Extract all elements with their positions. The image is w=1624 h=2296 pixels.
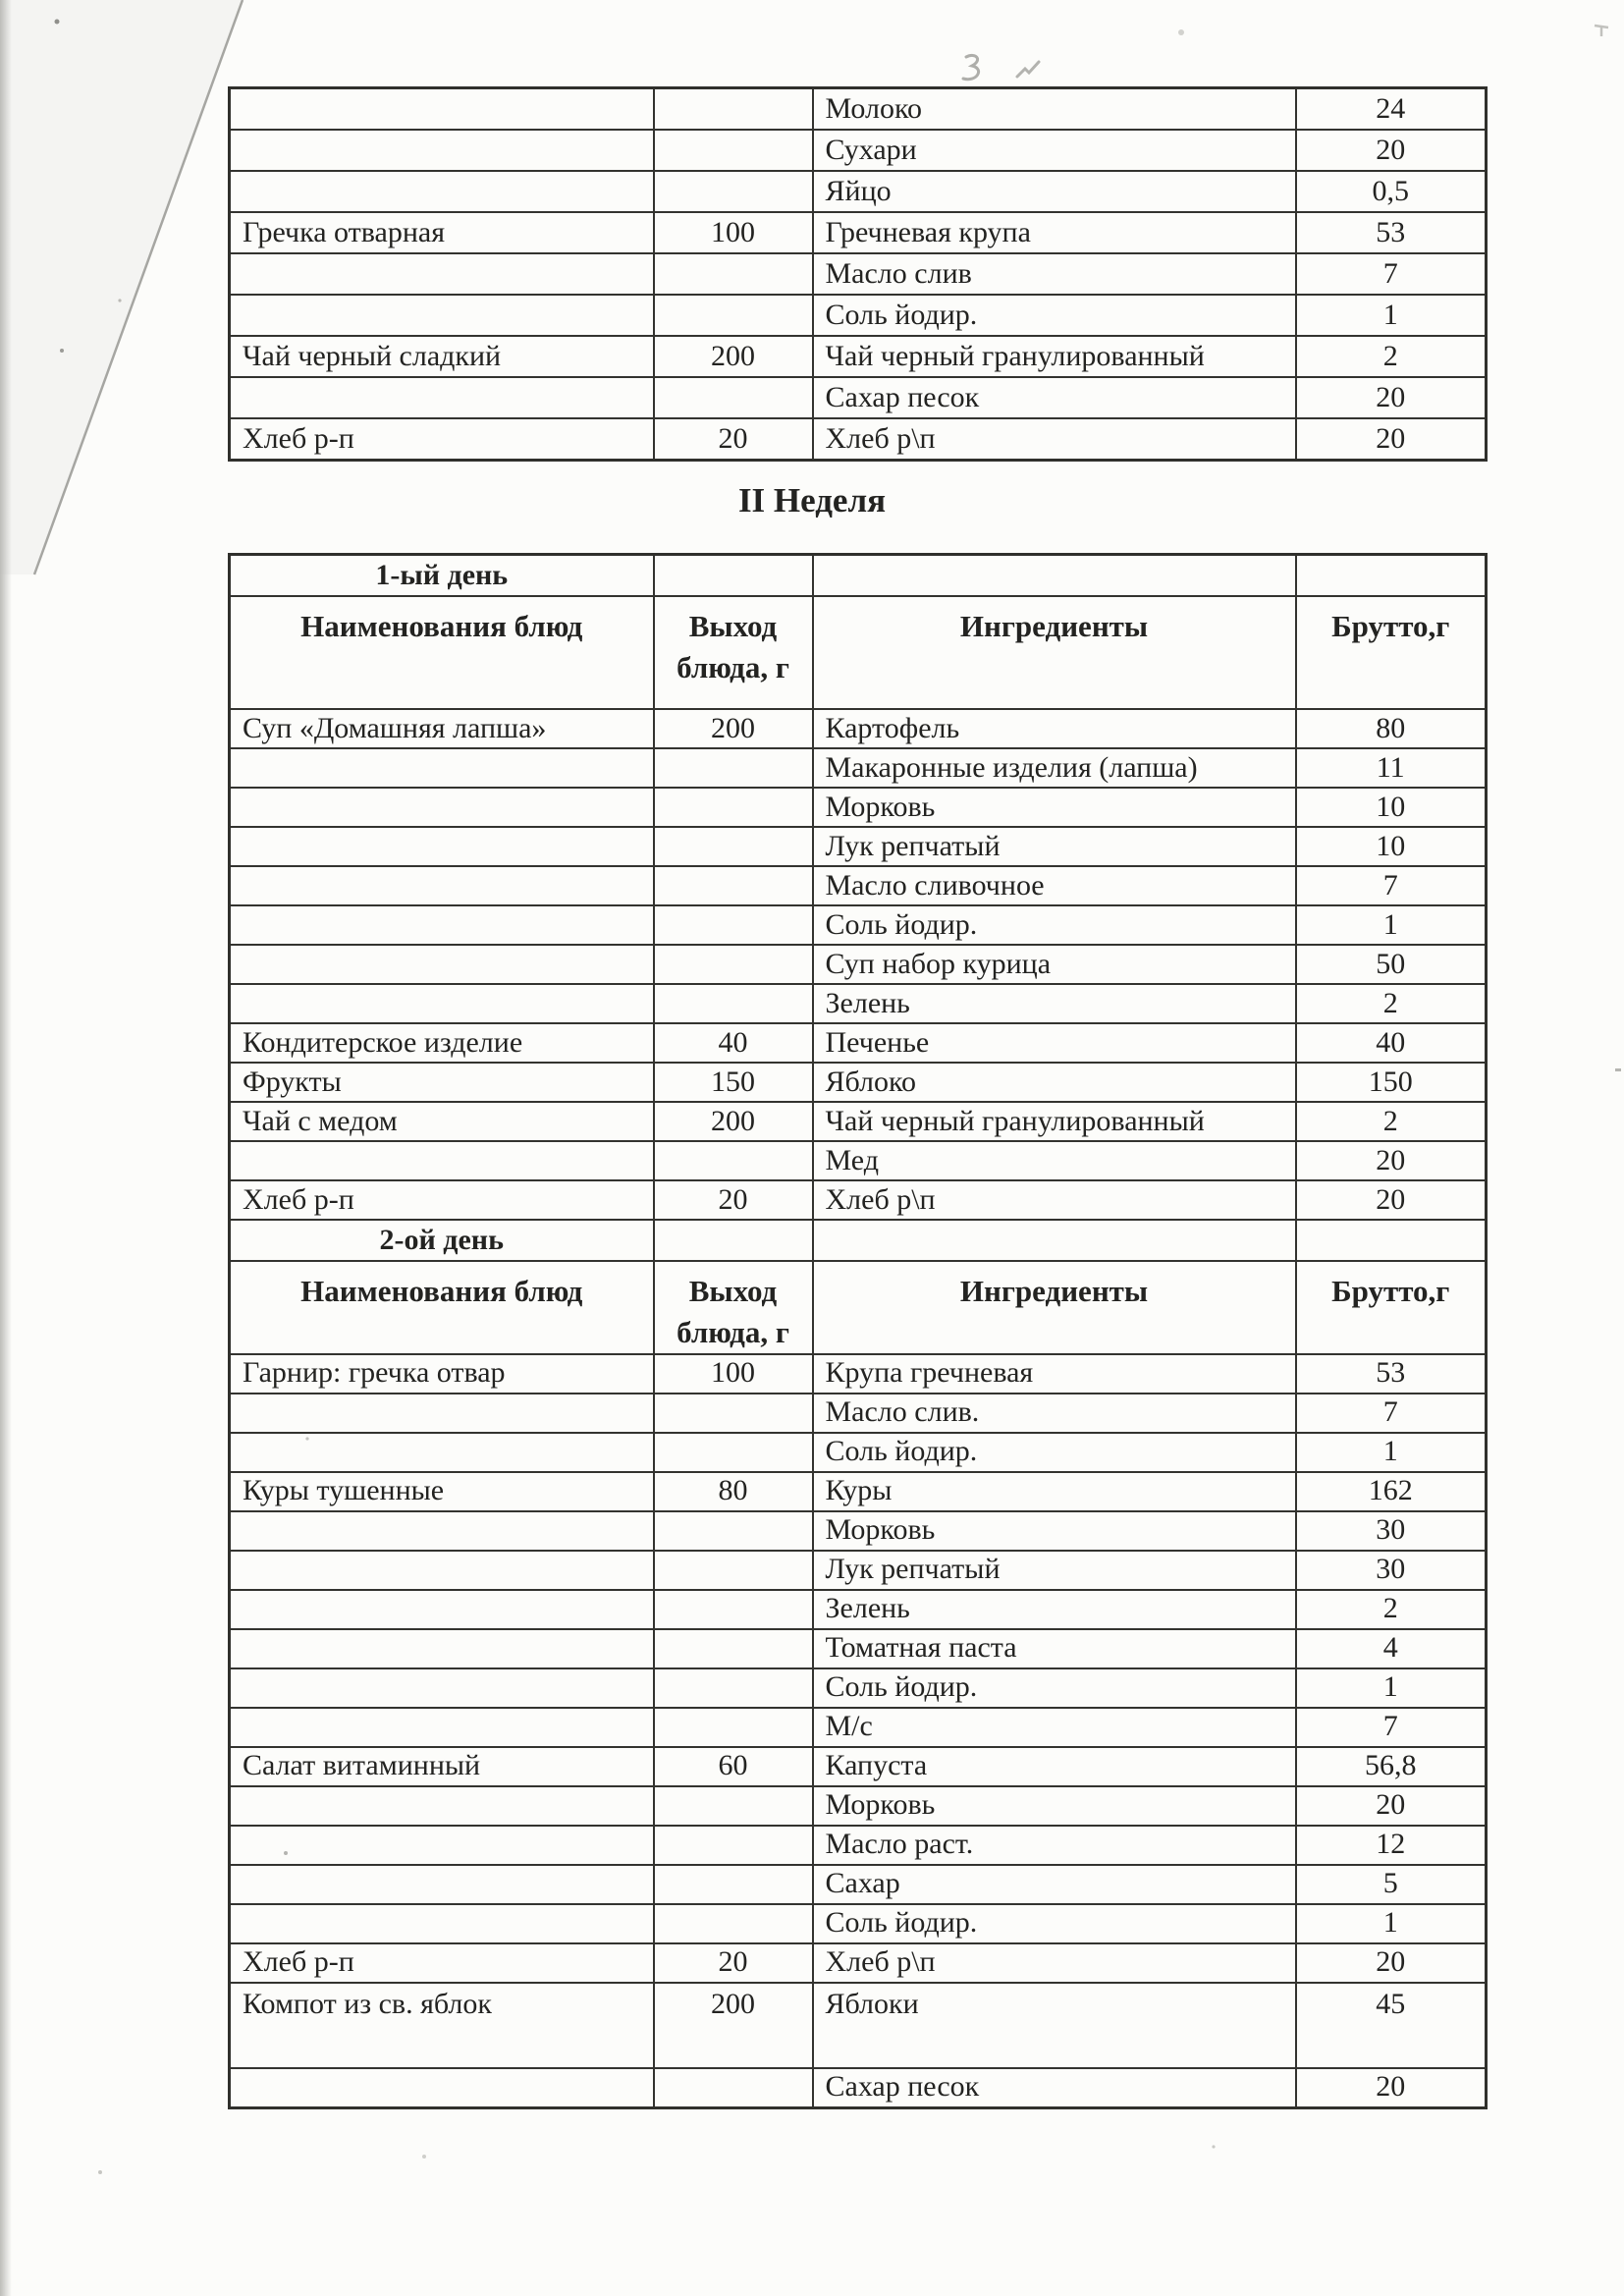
dish-name-cell: Гарнир: гречка отвар — [230, 1354, 654, 1394]
brutto-cell: 40 — [1296, 1023, 1487, 1063]
dish-name-cell — [230, 1511, 654, 1551]
ingredient-cell: Сахар — [813, 1865, 1296, 1904]
ingredient-cell: Яблоко — [813, 1063, 1296, 1102]
menu-row — [230, 1102, 1487, 1141]
dish-name-cell: Хлеб р-п — [230, 1943, 654, 1983]
brutto-cell: 45 — [1296, 1983, 1487, 2068]
dish-output-cell — [654, 88, 813, 131]
dish-output-cell — [654, 377, 813, 418]
ingredient-cell: Гречневая крупа — [813, 212, 1296, 253]
menu-row — [230, 1354, 1487, 1394]
brutto-cell: 2 — [1296, 1590, 1487, 1629]
ingredient-cell: Печенье — [813, 1023, 1296, 1063]
dish-name-cell — [230, 905, 654, 945]
dish-name-cell — [230, 1708, 654, 1747]
ingredient-cell: Макаронные изделия (лапша) — [813, 748, 1296, 788]
ingredient-cell: Соль йодир. — [813, 1668, 1296, 1708]
brutto-cell: 56,8 — [1296, 1747, 1487, 1786]
ingredient-cell: Соль йодир. — [813, 1904, 1296, 1943]
ingredient-cell: Хлеб р\п — [813, 1943, 1296, 1983]
brutto-cell: 2 — [1296, 984, 1487, 1023]
menu-row — [230, 88, 1487, 131]
dish-output-cell — [654, 1590, 813, 1629]
dish-name-cell — [230, 1668, 654, 1708]
menu-table-week2 — [228, 553, 1488, 2109]
ingredient-cell: Соль йодир. — [813, 1433, 1296, 1472]
dish-name-cell — [230, 377, 654, 418]
ingredient-cell: Лук репчатый — [813, 1551, 1296, 1590]
ingredient-cell: Соль йодир. — [813, 905, 1296, 945]
dish-output-cell: 100 — [654, 212, 813, 253]
menu-table-continued — [228, 86, 1488, 462]
menu-row — [230, 2068, 1487, 2108]
brutto-cell: 7 — [1296, 253, 1487, 295]
brutto-cell: 20 — [1296, 1141, 1487, 1180]
brutto-cell: 53 — [1296, 1354, 1487, 1394]
dish-output-cell — [654, 866, 813, 905]
dust-speck — [1178, 29, 1184, 35]
day2-label: 2-ой день — [230, 1220, 654, 1261]
brutto-cell: 10 — [1296, 788, 1487, 827]
dish-output-cell — [654, 748, 813, 788]
empty-cell — [1296, 555, 1487, 597]
menu-row — [230, 295, 1487, 336]
dish-output-cell — [654, 984, 813, 1023]
dish-output-cell — [654, 130, 813, 171]
dish-output-cell — [654, 1629, 813, 1668]
day1-label-row — [230, 555, 1487, 597]
dust-speck — [118, 299, 121, 301]
dish-output-cell: 20 — [654, 1943, 813, 1983]
ingredient-cell: Хлеб р\п — [813, 1180, 1296, 1220]
header-output: Выход блюда, г — [654, 1261, 813, 1354]
brutto-cell: 162 — [1296, 1472, 1487, 1511]
empty-cell — [813, 555, 1296, 597]
dish-name-cell — [230, 945, 654, 984]
ingredient-cell: Зелень — [813, 984, 1296, 1023]
ingredient-cell: Хлеб р\п — [813, 418, 1296, 461]
ingredient-cell: Чай черный гранулированный — [813, 1102, 1296, 1141]
menu-row — [230, 1747, 1487, 1786]
brutto-cell: 20 — [1296, 1180, 1487, 1220]
dish-name-cell — [230, 1551, 654, 1590]
ingredient-cell: Яблоки — [813, 1983, 1296, 2068]
ingredient-cell: Лук репчатый — [813, 827, 1296, 866]
dust-mark — [1595, 26, 1608, 36]
header-brutto: Брутто,г — [1296, 596, 1487, 709]
dish-output-cell — [654, 1904, 813, 1943]
ingredient-cell: Капуста — [813, 1747, 1296, 1786]
ingredient-cell: Куры — [813, 1472, 1296, 1511]
day1-rows — [230, 709, 1487, 1220]
ingredient-cell: М/с — [813, 1708, 1296, 1747]
ingredient-cell: Сахар песок — [813, 2068, 1296, 2108]
dish-output-cell: 200 — [654, 1983, 813, 2068]
ingredient-cell: Морковь — [813, 1511, 1296, 1551]
brutto-cell: 1 — [1296, 1433, 1487, 1472]
ingredient-cell: Томатная паста — [813, 1629, 1296, 1668]
dish-name-cell — [230, 1590, 654, 1629]
day2-label-row — [230, 1220, 1487, 1261]
ingredient-cell: Суп набор курица — [813, 945, 1296, 984]
menu-row — [230, 788, 1487, 827]
brutto-cell: 1 — [1296, 905, 1487, 945]
brutto-cell: 2 — [1296, 1102, 1487, 1141]
menu-row — [230, 1826, 1487, 1865]
dish-output-cell — [654, 1433, 813, 1472]
menu-row — [230, 866, 1487, 905]
brutto-cell: 20 — [1296, 2068, 1487, 2108]
brutto-cell: 12 — [1296, 1826, 1487, 1865]
dish-output-cell — [654, 945, 813, 984]
menu-row — [230, 748, 1487, 788]
dish-name-cell — [230, 748, 654, 788]
brutto-cell: 20 — [1296, 130, 1487, 171]
dust-speck — [60, 349, 64, 353]
brutto-cell: 20 — [1296, 377, 1487, 418]
brutto-cell: 1 — [1296, 1904, 1487, 1943]
menu-row — [230, 1141, 1487, 1180]
menu-row — [230, 1063, 1487, 1102]
brutto-cell: 4 — [1296, 1629, 1487, 1668]
ingredient-cell: Чай черный гранулированный — [813, 336, 1296, 377]
day2-rows — [230, 1354, 1487, 2108]
dish-name-cell — [230, 1904, 654, 1943]
menu-row — [230, 171, 1487, 212]
dish-name-cell — [230, 788, 654, 827]
brutto-cell: 7 — [1296, 1708, 1487, 1747]
dish-name-cell: Куры тушенные — [230, 1472, 654, 1511]
dish-name-cell: Чай черный сладкий — [230, 336, 654, 377]
menu-row — [230, 1511, 1487, 1551]
dish-output-cell — [654, 1708, 813, 1747]
dish-name-cell: Чай с медом — [230, 1102, 654, 1141]
dish-name-cell — [230, 984, 654, 1023]
dish-output-cell — [654, 1511, 813, 1551]
ingredient-cell: Яйцо — [813, 171, 1296, 212]
scanner-edge-band — [0, 0, 12, 2296]
dish-output-cell — [654, 1394, 813, 1433]
menu-row — [230, 1904, 1487, 1943]
header-dish: Наименования блюд — [230, 596, 654, 709]
dish-name-cell — [230, 130, 654, 171]
brutto-cell: 2 — [1296, 336, 1487, 377]
dust-speck — [422, 2155, 426, 2159]
menu-row — [230, 1023, 1487, 1063]
menu-row — [230, 130, 1487, 171]
dish-output-cell — [654, 1668, 813, 1708]
dish-name-cell — [230, 295, 654, 336]
menu-rows-continued — [230, 88, 1487, 461]
dust-speck — [98, 2170, 102, 2174]
menu-row — [230, 1394, 1487, 1433]
dish-name-cell — [230, 1394, 654, 1433]
dish-output-cell — [654, 1865, 813, 1904]
brutto-cell: 30 — [1296, 1511, 1487, 1551]
ingredient-cell: Соль йодир. — [813, 295, 1296, 336]
brutto-cell: 11 — [1296, 748, 1487, 788]
day1-header-section — [230, 555, 1487, 710]
brutto-cell: 53 — [1296, 212, 1487, 253]
dish-output-cell: 150 — [654, 1063, 813, 1102]
dish-name-cell — [230, 253, 654, 295]
dish-output-cell: 200 — [654, 709, 813, 748]
brutto-cell: 24 — [1296, 88, 1487, 131]
dish-name-cell: Хлеб р-п — [230, 1180, 654, 1220]
brutto-cell: 5 — [1296, 1865, 1487, 1904]
menu-row — [230, 1865, 1487, 1904]
dish-name-cell — [230, 1826, 654, 1865]
dish-output-cell — [654, 1141, 813, 1180]
menu-row — [230, 905, 1487, 945]
dish-output-cell — [654, 2068, 813, 2108]
menu-row — [230, 984, 1487, 1023]
dish-output-cell — [654, 295, 813, 336]
brutto-cell: 20 — [1296, 1943, 1487, 1983]
brutto-cell: 30 — [1296, 1551, 1487, 1590]
dish-name-cell: Хлеб р-п — [230, 418, 654, 461]
ingredient-cell: Крупа гречневая — [813, 1354, 1296, 1394]
dish-name-cell — [230, 1629, 654, 1668]
menu-row — [230, 1629, 1487, 1668]
dish-name-cell — [230, 866, 654, 905]
ingredient-cell: Молоко — [813, 88, 1296, 131]
dish-output-cell: 200 — [654, 336, 813, 377]
dish-name-cell — [230, 1865, 654, 1904]
menu-row — [230, 1472, 1487, 1511]
dish-name-cell: Гречка отварная — [230, 212, 654, 253]
empty-cell — [654, 555, 813, 597]
brutto-cell: 7 — [1296, 866, 1487, 905]
menu-row — [230, 945, 1487, 984]
ingredient-cell: Масло слив — [813, 253, 1296, 295]
brutto-cell: 20 — [1296, 1786, 1487, 1826]
dish-output-cell: 40 — [654, 1023, 813, 1063]
dish-output-cell — [654, 788, 813, 827]
column-header-row — [230, 596, 1487, 709]
ingredient-cell: Мед — [813, 1141, 1296, 1180]
menu-row — [230, 1433, 1487, 1472]
header-ingredients: Ингредиенты — [813, 596, 1296, 709]
dish-name-cell — [230, 1786, 654, 1826]
dish-output-cell — [654, 1826, 813, 1865]
brutto-cell: 1 — [1296, 1668, 1487, 1708]
header-output: Выход блюда, г — [654, 596, 813, 709]
menu-row — [230, 1708, 1487, 1747]
empty-cell — [1296, 1220, 1487, 1261]
header-dish: Наименования блюд — [230, 1261, 654, 1354]
header-ingredients: Ингредиенты — [813, 1261, 1296, 1354]
menu-row — [230, 1180, 1487, 1220]
dust-speck — [1615, 1068, 1621, 1071]
brutto-cell: 10 — [1296, 827, 1487, 866]
menu-row — [230, 1551, 1487, 1590]
empty-cell — [654, 1220, 813, 1261]
ingredient-cell: Зелень — [813, 1590, 1296, 1629]
week-heading: II Неделя — [737, 481, 887, 519]
brutto-cell: 80 — [1296, 709, 1487, 748]
menu-row — [230, 1786, 1487, 1826]
menu-row — [230, 377, 1487, 418]
brutto-cell: 7 — [1296, 1394, 1487, 1433]
brutto-cell: 1 — [1296, 295, 1487, 336]
dish-name-cell: Фрукты — [230, 1063, 654, 1102]
ingredient-cell: Картофель — [813, 709, 1296, 748]
empty-cell — [813, 1220, 1296, 1261]
dish-output-cell: 200 — [654, 1102, 813, 1141]
dish-name-cell — [230, 1141, 654, 1180]
dish-name-cell — [230, 88, 654, 131]
column-header-row — [230, 1261, 1487, 1354]
dish-output-cell — [654, 905, 813, 945]
dish-output-cell: 20 — [654, 1180, 813, 1220]
menu-row — [230, 212, 1487, 253]
brutto-cell: 50 — [1296, 945, 1487, 984]
menu-row — [230, 709, 1487, 748]
dust-speck — [55, 20, 60, 25]
pencil-mark — [963, 55, 979, 79]
brutto-cell: 150 — [1296, 1063, 1487, 1102]
dish-output-cell — [654, 1551, 813, 1590]
dish-name-cell — [230, 827, 654, 866]
dish-output-cell: 80 — [654, 1472, 813, 1511]
menu-row — [230, 827, 1487, 866]
ingredient-cell: Масло раст. — [813, 1826, 1296, 1865]
dish-output-cell: 20 — [654, 418, 813, 461]
menu-row — [230, 1668, 1487, 1708]
ingredient-cell: Масло слив. — [813, 1394, 1296, 1433]
menu-row — [230, 1590, 1487, 1629]
ingredient-cell: Морковь — [813, 1786, 1296, 1826]
brutto-cell: 20 — [1296, 418, 1487, 461]
ingredient-cell: Масло сливочное — [813, 866, 1296, 905]
menu-row — [230, 418, 1487, 461]
dust-speck — [1212, 2145, 1215, 2148]
ingredient-cell: Сахар песок — [813, 377, 1296, 418]
header-brutto: Брутто,г — [1296, 1261, 1487, 1354]
menu-row — [230, 1983, 1487, 2068]
dish-output-cell — [654, 1786, 813, 1826]
dish-name-cell — [230, 171, 654, 212]
ingredient-cell: Сухари — [813, 130, 1296, 171]
dish-output-cell: 60 — [654, 1747, 813, 1786]
dish-output-cell — [654, 253, 813, 295]
day1-label: 1-ый день — [230, 555, 654, 597]
pencil-mark — [1017, 62, 1039, 77]
dish-name-cell: Компот из св. яблок — [230, 1983, 654, 2068]
dish-name-cell — [230, 2068, 654, 2108]
menu-row — [230, 336, 1487, 377]
dish-name-cell: Салат витаминный — [230, 1747, 654, 1786]
dish-name-cell: Кондитерское изделие — [230, 1023, 654, 1063]
menu-row — [230, 253, 1487, 295]
ingredient-cell: Морковь — [813, 788, 1296, 827]
dish-output-cell — [654, 171, 813, 212]
dish-output-cell — [654, 827, 813, 866]
menu-row — [230, 1943, 1487, 1983]
dish-name-cell: Суп «Домашняя лапша» — [230, 709, 654, 748]
brutto-cell: 0,5 — [1296, 171, 1487, 212]
dish-name-cell — [230, 1433, 654, 1472]
day2-header-section — [230, 1220, 1487, 1354]
dish-output-cell: 100 — [654, 1354, 813, 1394]
